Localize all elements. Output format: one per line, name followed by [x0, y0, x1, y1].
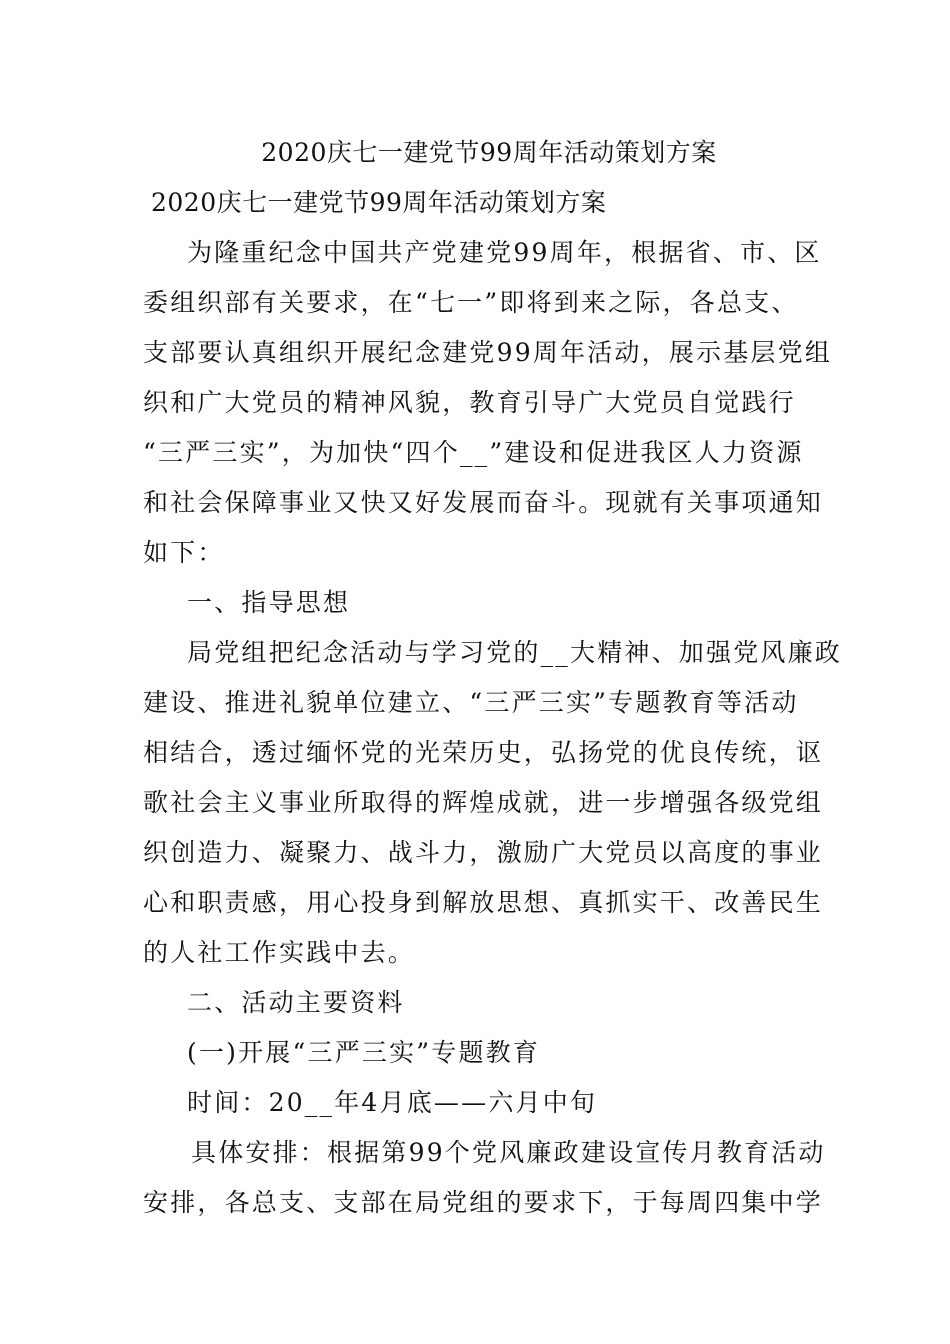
paragraph-line: 心和职责感，用心投身到解放思想、真抓实干、改善民生 — [143, 888, 824, 917]
section-heading: 二、活动主要资料 — [187, 988, 405, 1017]
paragraph-line: 织创造力、凝聚力、战斗力，激励广大党员以高度的事业 — [143, 838, 824, 867]
paragraph-line: 为隆重纪念中国共产党建党99周年，根据省、市、区 — [187, 238, 822, 267]
paragraph-line: 织和广大党员的精神风貌，教育引导广大党员自觉践行 — [143, 388, 796, 417]
section-heading: 一、指导思想 — [187, 588, 351, 617]
paragraph-line: “三严三实”，为加快“四个__”建设和促进我区人力资源 — [143, 438, 804, 467]
subsection-heading: (一)开展“三严三实”专题教育 — [187, 1038, 541, 1067]
paragraph-line: 安排，各总支、支部在局党组的要求下，于每周四集中学 — [143, 1188, 824, 1217]
paragraph-line: 委组织部有关要求，在“七一”即将到来之际，各总支、 — [143, 288, 799, 317]
document-title: 2020庆七一建党节99周年活动策划方案 — [261, 138, 717, 167]
paragraph-line: 如下： — [143, 538, 225, 567]
paragraph-line: 具体安排：根据第99个党风廉政建设宣传月教育活动 — [191, 1138, 826, 1167]
document-subtitle: 2020庆七一建党节99周年活动策划方案 — [151, 188, 607, 217]
paragraph-line: 支部要认真组织开展纪念建党99周年活动，展示基层党组 — [143, 338, 833, 367]
schedule-time: 时间：20__年4月底——六月中旬 — [187, 1088, 598, 1117]
paragraph-line: 建设、推进礼貌单位建立、“三严三实”专题教育等活动 — [143, 688, 799, 717]
paragraph-line: 的人社工作实践中去。 — [143, 938, 416, 967]
paragraph-line: 歌社会主义事业所取得的辉煌成就，进一步增强各级党组 — [143, 788, 824, 817]
paragraph-line: 局党组把纪念活动与学习党的__大精神、加强党风廉政 — [187, 638, 843, 667]
paragraph-line: 和社会保障事业又快又好发展而奋斗。现就有关事项通知 — [143, 488, 824, 517]
paragraph-line: 相结合，透过缅怀党的光荣历史，弘扬党的优良传统，讴 — [143, 738, 824, 767]
